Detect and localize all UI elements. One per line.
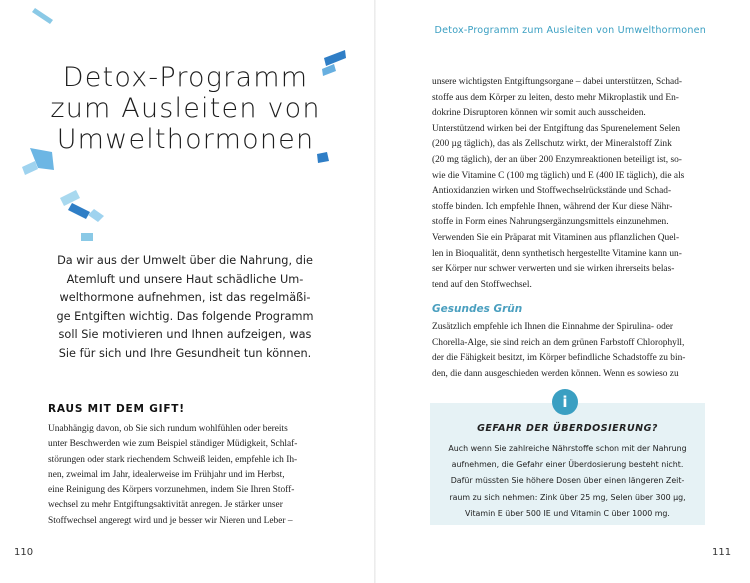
body-line: Antioxidanzien wirken und Stoffwechselrückstände und Schad-	[432, 186, 672, 197]
section-heading: RAUS MIT DEM GIFT!	[48, 403, 185, 415]
body-line: Zusätzlich empfehle ich Ihnen die Einnahme der Spirulina- oder	[432, 322, 674, 332]
title-line: Detox-Programm	[62, 62, 309, 93]
info-box-title: GEFAHR DER ÜBERDOSIERUNG?	[477, 423, 658, 434]
running-head: Detox-Programm zum Ausleiten von Umwelthormonen	[434, 25, 706, 36]
info-line: Vitamin E über 500 IE und Vitamin C über 1000 mg.	[465, 508, 670, 518]
intro-line: welthormone aufnehmen, ist das regelmäßi-	[59, 291, 311, 305]
confetti-piece	[60, 190, 80, 206]
confetti-piece	[324, 50, 346, 66]
body-text-right	[432, 75, 717, 293]
body-line: unsere wichtigsten Entgiftungsorgane – dabei unterstützen, Schad-	[432, 77, 683, 87]
title-line: zum Ausleiten von	[50, 93, 321, 124]
confetti-piece	[22, 161, 38, 175]
body-line: störungen oder stark riechendem Schweiß leiden, empfehle ich Ih-	[48, 454, 298, 465]
body-line: der die Fähigkeit besitzt, im Körper befindliche Schadstoffe zu bin-	[432, 353, 686, 364]
intro-line: soll Sie motivieren und Ihnen aufzeigen, was	[58, 328, 312, 342]
confetti-piece	[81, 233, 93, 241]
confetti-piece	[322, 64, 336, 76]
confetti-piece	[68, 203, 90, 219]
body-line: wechsel zu mehr Entgiftungsaktivität anregen. Je stärker unser	[48, 500, 283, 511]
info-line: raum zu sich nehmen: Zink über 25 mg, Selen über 300 µg,	[449, 492, 686, 502]
body-line: (200 µg täglich), das als Zellschutz wirkt, der Mineralstoff Zink	[432, 139, 672, 150]
body-line: dokrine Disruptoren können wir somit auch ausscheiden.	[432, 108, 646, 119]
info-icon: i	[552, 389, 578, 415]
body-line: Chorella-Alge, sie sind reich an dem grünen Farbstoff Chlorophyll,	[432, 337, 685, 348]
body-line: wie die Vitamine C (100 mg täglich) und E (400 IE täglich), die als	[432, 170, 685, 181]
info-line: Auch wenn Sie zahlreiche Nährstoffe schon mit der Nahrung	[448, 444, 687, 453]
body-line: ser Körper nur schwer verwerten und sie wirken ihrerseits belas-	[432, 264, 675, 275]
intro-line: Atemluft und unsere Haut schädliche Um-	[66, 272, 304, 286]
body-line: Verwenden Sie ein Präparat mit Vitaminen aus pflanzlichen Quel-	[432, 232, 680, 243]
body-text-left	[48, 422, 338, 529]
confetti-piece	[88, 209, 104, 222]
body-line: (20 mg täglich), der an über 200 Enzymreaktionen beteiligt ist, so-	[432, 154, 682, 165]
confetti-piece	[32, 8, 53, 24]
page-number-right: 111	[712, 547, 732, 558]
body-line: nen, zweimal im Jahr, idealerweise im Frühjahr und im Herbst,	[48, 469, 285, 480]
section-heading-green: Gesundes Grün	[432, 303, 523, 315]
title-line: Umwelthormonen	[56, 124, 315, 155]
intro-paragraph	[44, 252, 326, 364]
intro-line: Da wir aus der Umwelt über die Nahrung, die	[57, 254, 313, 267]
info-box-text	[435, 441, 700, 522]
body-line: Unabhängig davon, ob Sie sich rundum wohlfühlen oder bereits	[48, 424, 288, 434]
body-line: den, die dann ausgeschieden werden können. Wenn es sowieso zu	[432, 368, 679, 379]
body-line: tend auf den Stoffwechsel.	[432, 279, 532, 290]
body-line: Unterstützend wirken bei der Entgiftung das Spurenelement Selen	[432, 123, 681, 134]
body-line: len in Bioqualität, denn synthetisch hergestellte Vitamine kann un-	[432, 248, 682, 259]
body-text-right-2	[432, 320, 717, 382]
body-line: stoffe aus dem Körper zu leiten, desto mehr Mikroplastik und En-	[432, 92, 679, 103]
intro-line: Sie für sich und Ihre Gesundheit tun können.	[58, 346, 312, 360]
body-line: stoffe binden. Ich empfehle Ihnen, während der Kur diese Nähr-	[432, 201, 673, 212]
info-line: aufnehmen, die Gefahr einer Überdosierung besteht nicht.	[451, 460, 684, 470]
page-number-left: 110	[14, 547, 34, 558]
body-line: unter Beschwerden wie zum Beispiel ständiger Müdigkeit, Schlaf-	[48, 439, 298, 450]
body-line: stoffe in Form eines Nahrungsergänzungsmittels einzunehmen.	[432, 217, 669, 228]
intro-line: ge Entgiften wichtig. Das folgende Programm	[56, 309, 314, 323]
chapter-title	[48, 62, 323, 155]
body-line: Stoffwechsel angeregt wird und je besser wir Nieren und Leber –	[48, 515, 293, 526]
body-line: eine Reinigung des Körpers vorzunehmen, indem Sie Ihren Stoff-	[48, 485, 295, 496]
info-line: Dafür müssten Sie höhere Dosen über einen längeren Zeit-	[450, 476, 685, 486]
